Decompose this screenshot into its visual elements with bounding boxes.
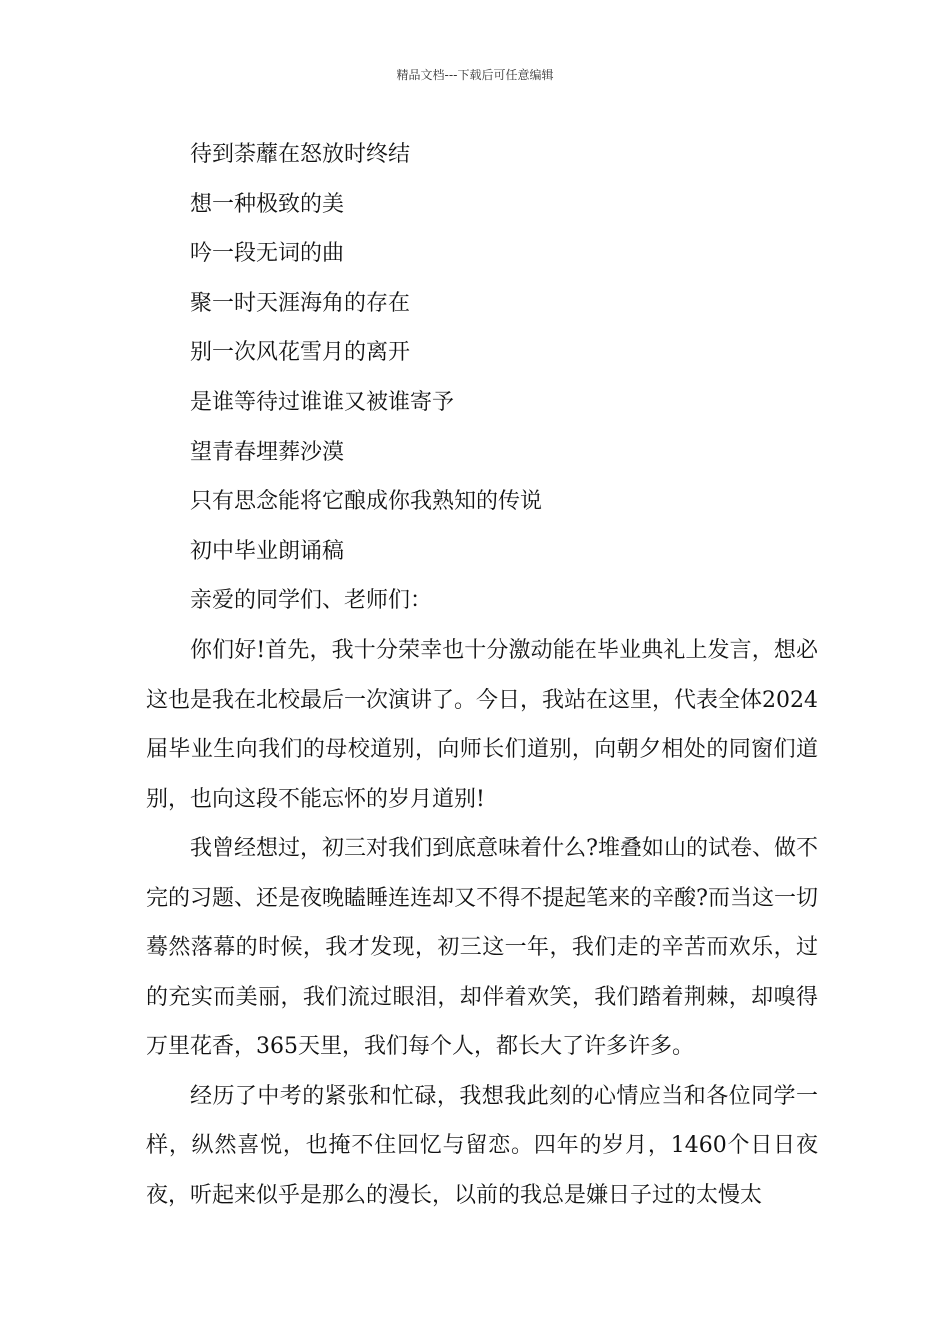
paragraph: 你们好!首先，我十分荣幸也十分激动能在毕业典礼上发言，想必这也是我在北校最后一次演讲了。今日，我站在这里，代表全体2024届毕业生向我们的母校道别，向师长们道别，向朝夕相处的同窗们道别，也向这段不能忘怀的岁月道别! [146,638,818,812]
paragraph: 我曾经想过，初三对我们到底意味着什么?堆叠如山的试卷、做不完的习题、还是夜晚瞌睡连连却又不得不提起笔来的辛酸?而当这一切蓦然落幕的时候，我才发现，初三这一年，我们走的辛苦而欢乐，过的充实而美丽，我们流过眼泪，却伴着欢笑，我们踏着荆棘，却嗅得万里花香，365天里，我们每个人，都长大了许多许多。 [146,836,818,1059]
poem-block [190,130,830,626]
poem-line: 待到荼蘼在怒放时终结 [190,142,411,167]
page-header: 精品文档---下载后可任意编辑 [396,68,554,82]
poem-line: 吟一段无词的曲 [190,241,345,267]
poem-line: 聚一时天涯海角的存在 [190,290,411,316]
salutation: 亲爱的同学们、老师们： [190,588,433,614]
poem-line: 想一种极致的美 [190,191,345,217]
poem-line: 是谁等待过谁谁又被谁寄予 [190,389,455,415]
poem-line: 只有思念能将它酿成你我熟知的传说 [190,489,543,515]
poem-line: 别一次风花雪月的离开 [190,340,411,366]
speech-title: 初中毕业朗诵稿 [190,538,345,564]
speech-body [146,626,818,1220]
paragraph: 经历了中考的紧张和忙碌，我想我此刻的心情应当和各位同学一样，纵然喜悦，也掩不住回忆与留恋。四年的岁月，1460个日日夜夜，听起来似乎是那么的漫长，以前的我总是嫌日子过的太慢太 [146,1083,818,1208]
poem-line: 望青春埋葬沙漠 [190,439,345,465]
